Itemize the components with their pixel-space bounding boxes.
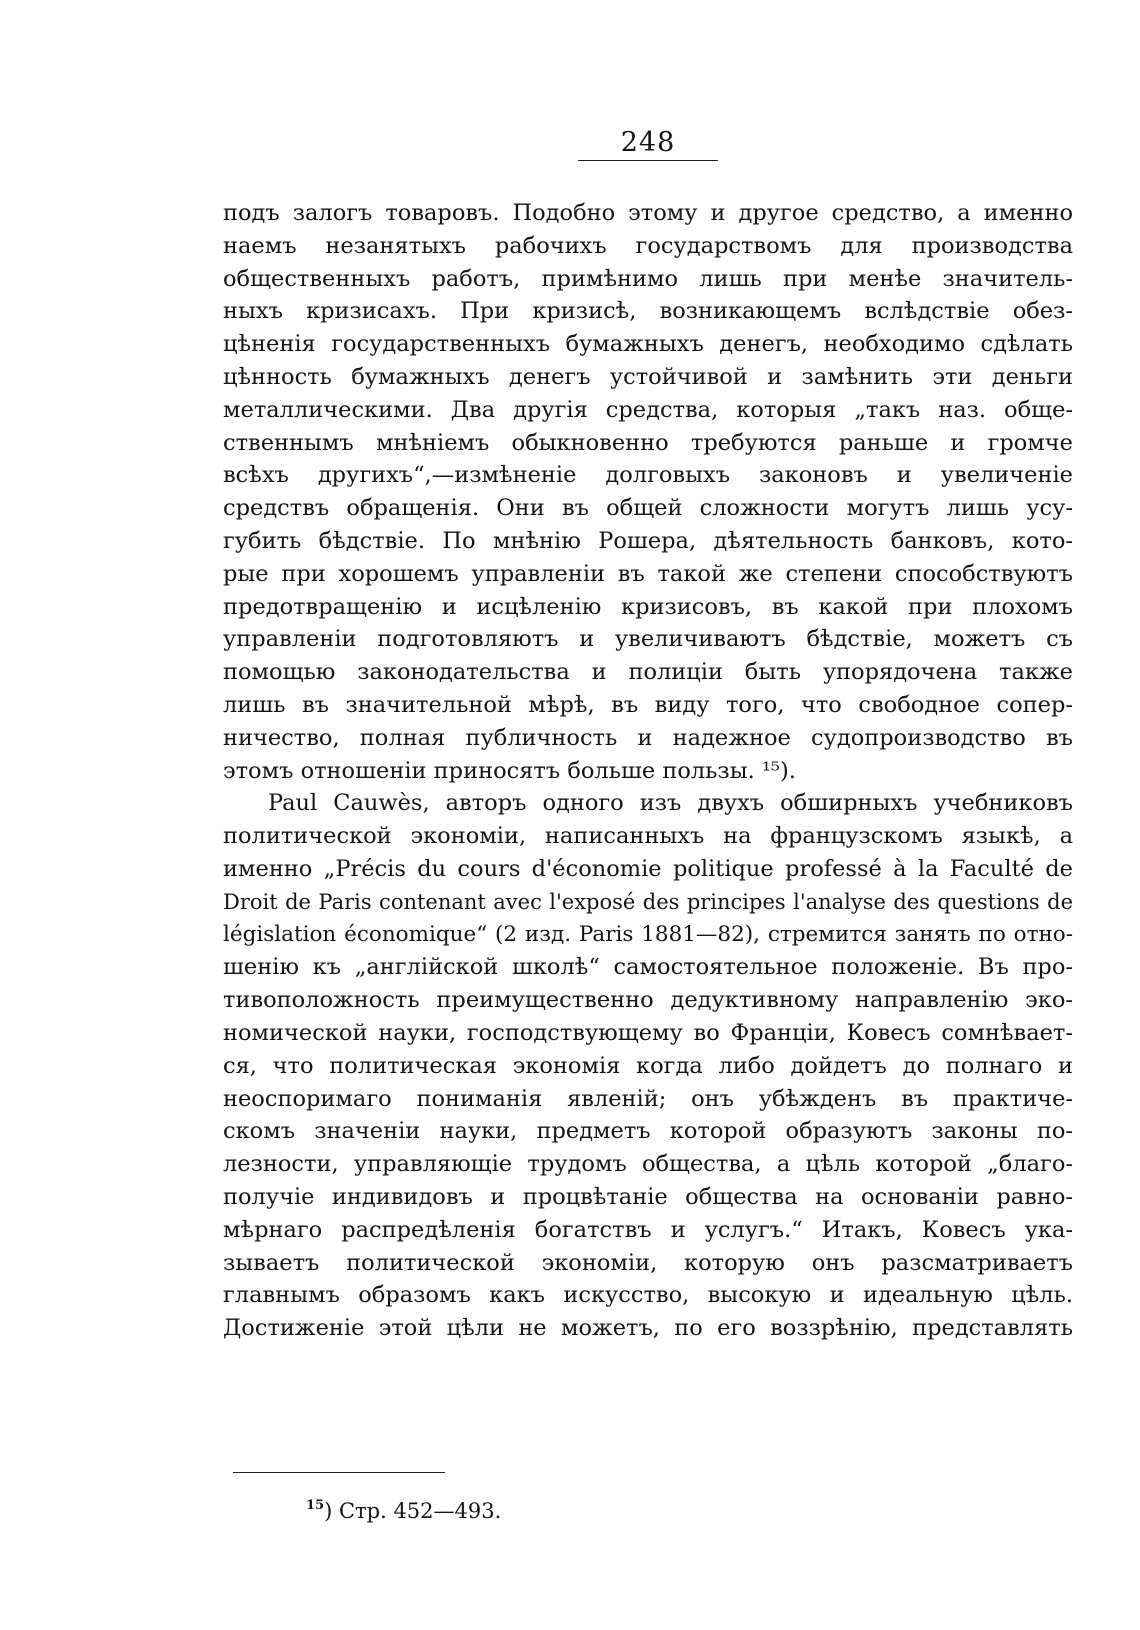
- header-rule: [578, 160, 718, 161]
- text-line: получіе индивидовъ и процвѣтаніе общества на основаніи равно-: [223, 1183, 1073, 1210]
- text-line: этомъ отношеніи приносятъ больше пользы. ¹⁵).: [223, 757, 796, 784]
- text-line: рые при хорошемъ управленіи въ такой же степени способствуютъ: [223, 560, 1073, 587]
- text-line: ничество, полная публичность и надежное судопроизводство въ: [223, 724, 1073, 751]
- text-line: лишь въ значительной мѣрѣ, въ виду того, что свободное сопер-: [223, 691, 1073, 718]
- text-line: ственнымъ мнѣніемъ обыкновенно требуются раньше и громче: [223, 429, 1073, 456]
- text-line: металлическими. Два другія средства, которыя „такъ наз. обще-: [223, 396, 1073, 423]
- text-line: зываетъ политической экономіи, которую онъ разсматриваетъ: [223, 1249, 1073, 1276]
- text-line: управленіи подготовляютъ и увеличиваютъ бѣдствіе, можетъ съ: [223, 626, 1073, 653]
- text-line: номической науки, господствующему во Франціи, Ковесъ сомнѣвает-: [223, 1019, 1073, 1046]
- text-line: всѣхъ другихъ“,—измѣненіе долговыхъ законовъ и увеличеніе: [223, 462, 1073, 489]
- text-line: наемъ незанятыхъ рабочихъ государствомъ для производства: [223, 232, 1073, 259]
- text-line: лезности, управляющіе трудомъ общества, а цѣль которой „благо-: [223, 1151, 1073, 1178]
- text-line: политической экономіи, написанныхъ на французскомъ языкѣ, а: [223, 823, 1073, 850]
- text-line: législation économique“ (2 изд. Paris 1881—82), стремится занять по отно-: [223, 921, 1073, 947]
- text-line: подъ залогъ товаровъ. Подобно этому и другое средство, а именно: [223, 200, 1073, 226]
- text-line: главнымъ образомъ какъ искусство, высокую и идеальную цѣль.: [223, 1282, 1073, 1309]
- text-line: помощью законодательства и полиціи быть упорядочена также: [223, 659, 1073, 686]
- text-line: шенію къ „англійской школѣ“ самостоятельное положеніе. Въ про-: [223, 954, 1073, 981]
- text-line: средствъ обращенія. Они въ общей сложности могутъ лишь усу-: [223, 495, 1073, 522]
- text-line: неоспоримаго пониманія явленій; онъ убѣжденъ въ практиче-: [223, 1085, 1073, 1112]
- page-number: 248: [620, 127, 676, 158]
- text-line: Droit de Paris contenant avec l'exposé des principes l'analyse des questions de: [223, 889, 1073, 914]
- text-line: цѣненія государственныхъ бумажныхъ денегъ, необходимо сдѣлать: [223, 331, 1073, 358]
- text-line: ся, что политическая экономія когда либо дойдетъ до полнаго и: [223, 1052, 1073, 1079]
- text-line: скомъ значеніи науки, предметъ которой образуютъ законы по-: [223, 1118, 1073, 1145]
- text-line: Достиженіе этой цѣли не можетъ, по его воззрѣнію, представлять: [223, 1315, 1073, 1342]
- footnote-text: ) Стр. 452—493.: [324, 1499, 502, 1523]
- text-line: тивоположность преимущественно дедуктивному направленію эко-: [223, 987, 1073, 1014]
- text-line: общественныхъ работъ, примѣнимо лишь при менѣе значитель-: [223, 265, 1073, 292]
- text-line: цѣнность бумажныхъ денегъ устойчивой и замѣнить эти деньги: [223, 363, 1073, 390]
- footnote-marker: 15: [306, 1498, 325, 1513]
- footnote-rule: [233, 1472, 445, 1473]
- text-line: Paul Cauwès, авторъ одного изъ двухъ обширныхъ учебниковъ: [268, 790, 1073, 817]
- text-line: ныхъ кризисахъ. При кризисѣ, возникающемъ вслѣдствіе обез-: [223, 298, 1073, 325]
- body-text: [223, 197, 1073, 1345]
- footnote: [306, 1492, 501, 1525]
- text-line: именно „Précis du cours d'économie politique professé à la Faculté de: [223, 855, 1073, 882]
- text-line: мѣрнаго распредѣленія богатствъ и услугъ.“ Итакъ, Ковесъ ука-: [223, 1216, 1073, 1243]
- text-line: губить бѣдствіе. По мнѣнію Рошера, дѣятельность банковъ, кото-: [223, 527, 1073, 554]
- text-line: предотвращенію и исцѣленію кризисовъ, въ какой при плохомъ: [223, 593, 1073, 620]
